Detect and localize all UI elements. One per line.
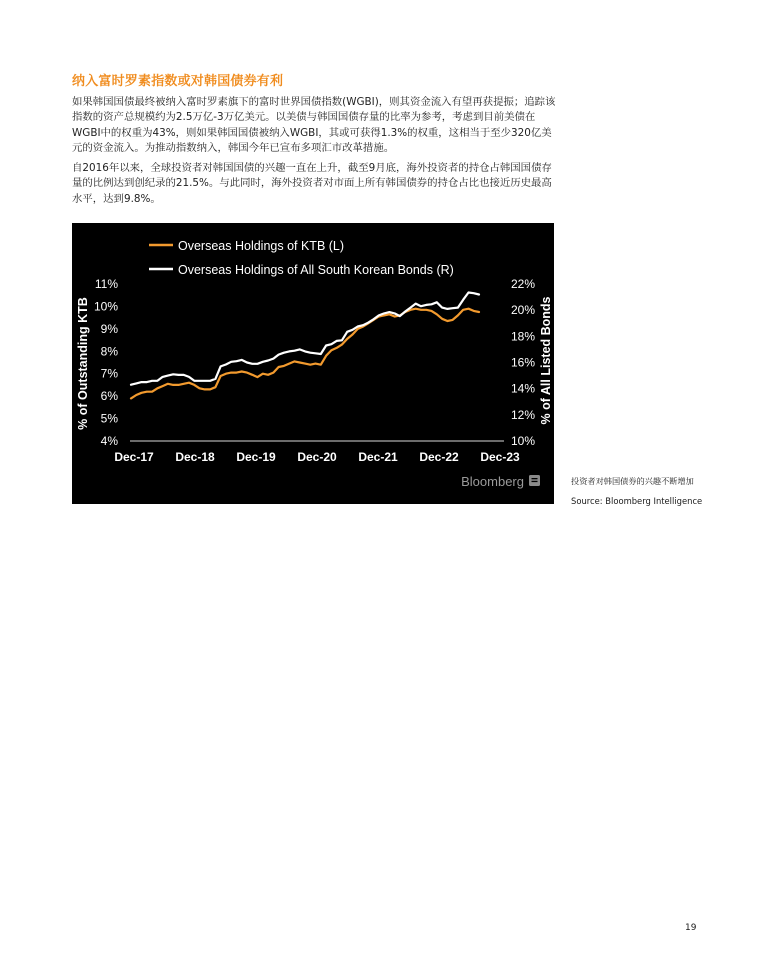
series-line-ktb: [131, 309, 479, 399]
y-tick-right-6: 20%: [511, 303, 536, 318]
y-tick-right-2: 12%: [511, 407, 536, 422]
y-tick-right-5: 18%: [511, 329, 536, 344]
x-tick-5: Dec-21: [358, 450, 398, 464]
y-tick-left-6: 9%: [100, 321, 118, 336]
y-tick-left-3: 6%: [100, 389, 118, 404]
y-tick-right-4: 16%: [511, 355, 536, 370]
body-paragraph-holdings: 自2016年以来，全球投资者对韩国国债的兴趣一直在上升，截至9月底，海外投资者的持仓占韩国国债存量的比例达到创纪录的21.5%。与此同时，海外投资者对市面上所有韩国债券的持仓占比也接近历史最高水平，达到9.8%。: [72, 162, 552, 205]
legend-label-2: Overseas Holdings of All South Korean Bonds (R): [178, 263, 454, 277]
x-tick-1: Dec-17: [114, 450, 154, 464]
bloomberg-terminal-icon: [529, 475, 540, 486]
x-tick-6: Dec-22: [419, 450, 459, 464]
y-tick-left-1: 4%: [100, 434, 118, 448]
bloomberg-icon-bar-2: [532, 481, 538, 482]
x-tick-4: Dec-20: [297, 450, 337, 464]
figure-caption: 投资者对韩国债券的兴趣不断增加: [571, 476, 694, 486]
y-axis-title-left: % of Outstanding KTB: [76, 297, 90, 430]
y-tick-left-8: 11%: [94, 277, 118, 291]
figure-source: Source: Bloomberg Intelligence: [571, 496, 703, 506]
x-tick-3: Dec-19: [236, 450, 276, 464]
page-number: 19: [685, 923, 697, 933]
y-tick-right-1: 10%: [511, 434, 536, 448]
y-tick-right-3: 14%: [511, 381, 536, 396]
bloomberg-icon-bar-1: [532, 478, 538, 479]
legend-label-1: Overseas Holdings of KTB (L): [178, 239, 345, 253]
x-tick-7: Dec-23: [480, 450, 520, 464]
y-tick-left-2: 5%: [100, 411, 118, 426]
y-axis-title-right: % of All Listed Bonds: [539, 296, 553, 425]
holdings-chart: [72, 223, 554, 504]
y-tick-left-4: 7%: [100, 366, 118, 381]
bloomberg-logo-text: Bloomberg: [461, 474, 524, 489]
series-line-all-bonds: [131, 293, 479, 385]
y-tick-left-7: 10%: [93, 299, 118, 314]
x-tick-2: Dec-18: [175, 450, 215, 464]
section-heading: 纳入富时罗素指数或对韩国债券有利: [72, 74, 284, 89]
y-tick-right-7: 22%: [511, 277, 536, 291]
y-tick-left-5: 8%: [100, 344, 118, 359]
body-paragraph-wgbi: 如果韩国国债最终被纳入富时罗素旗下的富时世界国债指数(WGBI)，则其资金流入有望再获提振；追踪该指数的资产总规模约为2.5万亿-3万亿美元。以美债与韩国国债存量的比率为参考，考虑到目前美债在WGBI中的权重为43%，则如果韩国国债被纳入WGBI，其或可获得1.3%的权重，这相当于至少320亿美元的资金流入。为推动指数纳入，韩国今年已宣布多项汇市改革措施。: [72, 96, 556, 155]
holdings-chart-svg: [72, 223, 554, 504]
